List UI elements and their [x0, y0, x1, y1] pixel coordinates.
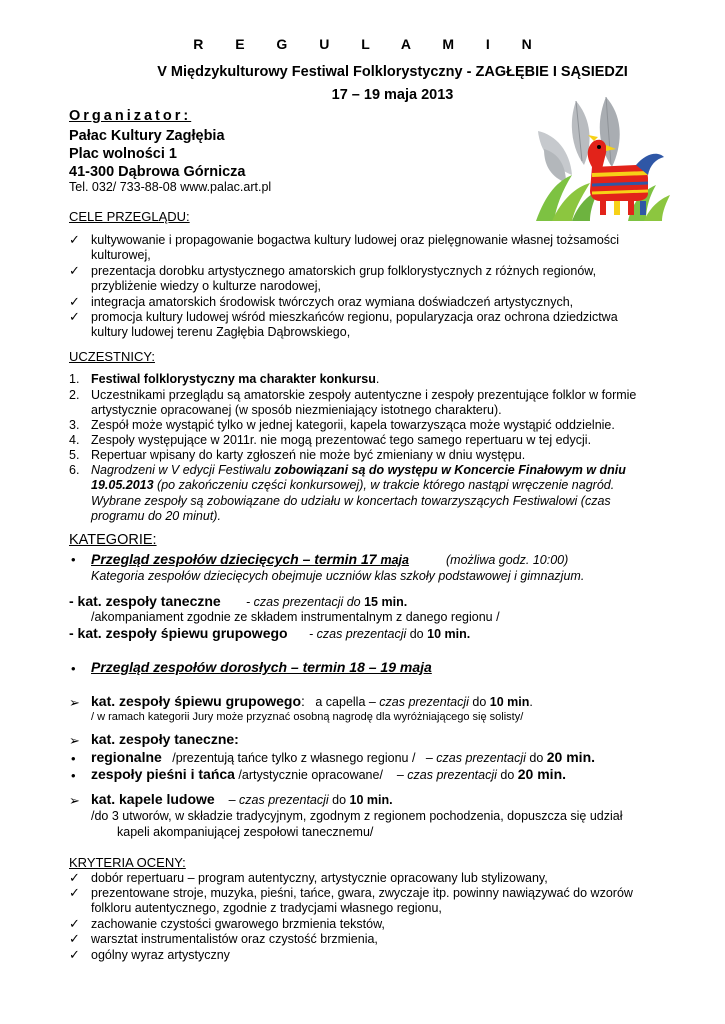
adults-dance-label: kat. zespoły taneczne: [91, 731, 239, 747]
participant-rule-5: Repertuar wpisany do karty zgłoszeń nie może być zmieniany w dniu występu. [91, 448, 526, 462]
criteria-item-text: ogólny wyraz artystyczny [91, 948, 230, 962]
list-number: 6. [69, 463, 80, 477]
criteria-item-text: folkloru autentycznego, zgodnie z tradycjami własnego regionu, [91, 901, 442, 915]
participant-rule-1: Festiwal folklorystyczny ma charakter konkursu. [91, 372, 380, 386]
page-title: R E G U L A M I N [193, 36, 546, 52]
participant-rule-2-line-1: Uczestnikami przeglądu są amatorskie zespoły autentyczne i zespoły prezentujące folklor w formie [91, 388, 637, 402]
goals-item-text: kultywowanie i propagowanie bogactwa kultury ludowej oraz pielęgnowanie własnej tożsamości [91, 233, 620, 247]
bands-note-line-2: kapeli akompaniującej zespołowi tanecznemu/ [117, 825, 374, 839]
participant-rule-2-line-2: artystycznie opracowanej (w sposób niezmieniający istotnego charakteru). [91, 403, 502, 417]
festival-logo [532, 95, 672, 223]
bullet-icon: • [71, 751, 76, 766]
goals-heading: CELE PRZEGLĄDU: [69, 209, 190, 224]
kids-category-description: Kategoria zespołów dziecięcych obejmuje uczniów klas szkoły podstawowej i gimnazjum. [91, 569, 585, 583]
list-number: 4. [69, 433, 80, 447]
goals-item-text: przybliżenie wiedzy o kulturze narodowej, [91, 279, 321, 293]
adults-category-title: Przegląd zespołów dorosłych – termin 18 – 19 maja [91, 659, 432, 675]
kids-dance-label: - kat. zespoły taneczne [69, 593, 221, 609]
criteria-item-text: zachowanie czystości gwarowego brzmienia tekstów, [91, 917, 385, 931]
list-number: 3. [69, 418, 80, 432]
check-icon: ✓ [69, 232, 80, 247]
participant-rule-6-line-3: Wybrane zespoły są zobowiązane do udziału w koncertach towarzyszących Festiwalowi (czas [91, 494, 611, 508]
participant-rule-6-line-1: Nagrodzeni w V edycji Festiwalu zobowiązani są do występu w Koncercie Finałowym w dniu [91, 463, 626, 477]
participant-rule-6-line-2: 19.05.2013 (po zakończeniu części konkursowej), w trakcie którego nastąpi wręczenie nagród. [91, 478, 615, 492]
participants-heading: UCZESTNICY: [69, 349, 155, 364]
participant-rule-3: Zespół może wystąpić tylko w jednej kategorii, kapela towarzysząca może wystąpić oddzielnie. [91, 418, 615, 432]
bullet-icon: • [71, 768, 76, 783]
goals-item-text: integracja amatorskich środowisk twórczych oraz wymiana doświadczeń artystycznych, [91, 295, 574, 309]
participant-rule-4: Zespoły występujące w 2011r. nie mogą prezentować tego samego repertuaru w tej edycji. [91, 433, 592, 447]
criteria-heading: KRYTERIA OCENY: [69, 855, 186, 870]
goals-item-text: promocja kultury ludowej wśród mieszkańców regionu, popularyzacja oraz ochrona dziedzictwa [91, 310, 618, 324]
list-number: 2. [69, 388, 80, 402]
check-icon: ✓ [69, 931, 80, 946]
organizer-heading: Organizator: [69, 108, 192, 124]
goals-item-text: kulturowej, [91, 248, 151, 262]
kids-category-hour: (możliwa godz. 10:00) [446, 553, 569, 567]
check-icon: ✓ [69, 916, 80, 931]
regional-line: regionalne /prezentują tańce tylko z własnego regionu / – czas prezentacji do 20 min. [91, 749, 596, 765]
arrow-icon: ➢ [69, 793, 80, 808]
check-icon: ✓ [69, 870, 80, 885]
organizer-name: Pałac Kultury Zagłębia [69, 128, 225, 144]
organizer-street: Plac wolności 1 [69, 146, 177, 162]
bullet-icon: • [71, 661, 76, 676]
goals-item-text: prezentacja dorobku artystycznego amatorskich grup folklorystycznych z różnych regionów, [91, 264, 597, 278]
kids-choir-time: - czas prezentacji do 10 min. [309, 627, 471, 641]
bands-line: kat. kapele ludowe – czas prezentacji do 10 min. [91, 791, 393, 807]
goals-item-text: kultury ludowej terenu Zagłębia Dąbrowskiego, [91, 325, 351, 339]
check-icon: ✓ [69, 309, 80, 324]
criteria-item-text: warsztat instrumentalistów oraz czystość brzmienia, [91, 932, 378, 946]
bands-note-line-1: /do 3 utworów, w składzie tradycyjnym, zgodnym z regionem pochodzenia, dopuszcza się udział [91, 809, 623, 823]
song-dance-line: zespoły pieśni i tańca /artystycznie opracowane/ – czas prezentacji do 20 min. [91, 766, 567, 782]
list-number: 5. [69, 448, 80, 462]
list-number: 1. [69, 372, 80, 386]
bullet-icon: • [71, 552, 76, 567]
check-icon: ✓ [69, 885, 80, 900]
festival-name: V Międzykulturowy Festiwal Folklorystyczny - ZAGŁĘBIE I SĄSIEDZI [157, 64, 628, 80]
festival-dates: 17 – 19 maja 2013 [331, 87, 454, 103]
check-icon: ✓ [69, 294, 80, 309]
arrow-icon: ➢ [69, 695, 80, 710]
check-icon: ✓ [69, 263, 80, 278]
adults-choir-note: / w ramach kategorii Jury może przyznać osobną nagrodę dla wyróżniającego się solisty/ [91, 711, 524, 723]
participant-rule-6-line-4: programu do 20 minut). [91, 509, 221, 523]
kids-category-title: Przegląd zespołów dziecięcych – termin 17 maja [91, 551, 409, 567]
criteria-item-text: dobór repertuaru – program autentyczny, artystycznie opracowany lub stylizowany, [91, 871, 548, 885]
kids-choir-label: - kat. zespoły śpiewu grupowego [69, 625, 288, 641]
organizer-city: 41-300 Dąbrowa Górnicza [69, 164, 246, 180]
organizer-contact: Tel. 032/ 733-88-08 www.palac.art.pl [69, 180, 272, 194]
categories-heading: KATEGORIE: [69, 532, 157, 548]
kids-dance-time: - czas prezentacji do 15 min. [246, 595, 408, 609]
criteria-item-text: prezentowane stroje, muzyka, pieśni, tańce, gwara, zwyczaje itp. powinny nawiązywać do wzorów [91, 886, 633, 900]
kids-dance-note: /akompaniament zgodnie ze składem instrumentalnym z danego regionu / [91, 610, 500, 624]
arrow-icon: ➢ [69, 733, 80, 748]
check-icon: ✓ [69, 947, 80, 962]
adults-choir-line: kat. zespoły śpiewu grupowego: a capella – czas prezentacji do 10 min. [91, 693, 533, 709]
